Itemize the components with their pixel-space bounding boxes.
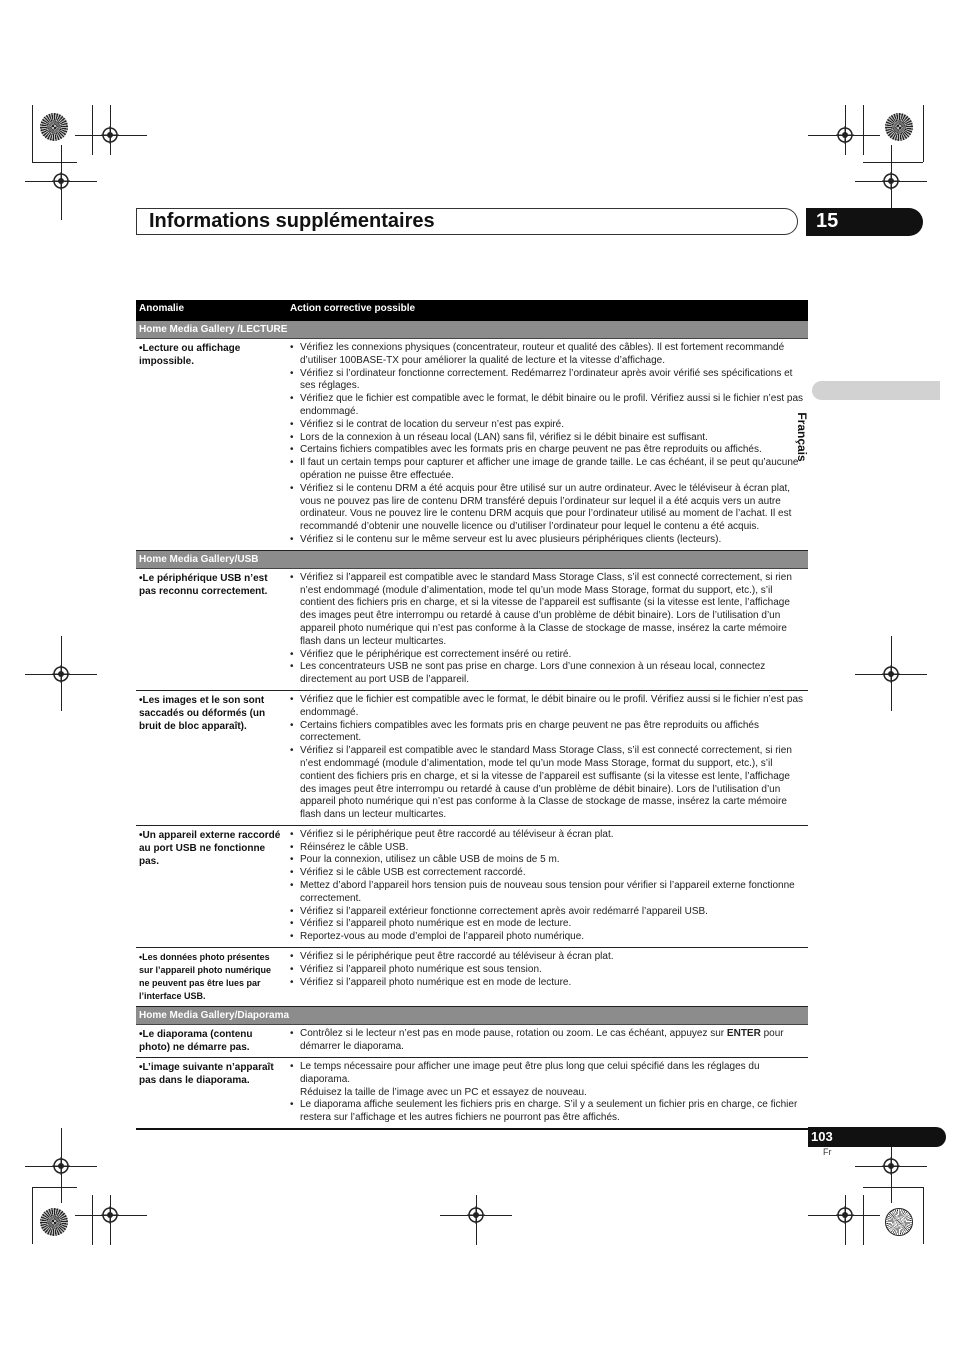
table-header <box>136 300 808 321</box>
column-header-action: Action corrective possible <box>290 303 416 314</box>
registration-target-icon <box>467 1206 485 1224</box>
action-item: • Vérifiez si le contrat de location du serveur n’est pas expiré. <box>284 419 804 432</box>
crop-line <box>32 1187 33 1244</box>
action-item: • Le diaporama affiche seulement les fichiers pris en charge. S’il y a seulement un fichier pris en charge, ce fichier restera sur l’affichage et les autres fichiers ne pourront pas être affichés. <box>284 1099 804 1125</box>
action-item: • Vérifiez si l’appareil est compatible avec le standard Mass Storage Class, s’il est connecté correctement, si rien n’est endommagé (module d’alimentation, mode tel qu’un mode Mass Storage, format du support, etc.), s’il contient des fichiers pris en charge, et si la vitesse de l’appareil est suffisante (si la vitesse est lente, l’affichage des images peut être interrompu ou retardé à cause d’un problème de débit binaire). Lors de l’utilisation d’un appareil photo numérique qui n’est pas conforme à la Classe de stockage de masse, insérez la carte mémoire flash dans un lecteur multicartes. <box>284 745 804 822</box>
action-item: • Les concentrateurs USB ne sont pas prise en charge. Lors d’une connexion à un réseau local, connectez directement au port USB de l’appareil. <box>284 661 804 687</box>
action-text: pour démarrer le diaporama. <box>300 1028 784 1052</box>
table-row <box>136 339 808 551</box>
action-item: • Pour la connexion, utilisez un câble USB de moins de 5 m. <box>284 854 804 867</box>
crop-line <box>863 162 923 163</box>
table-row <box>136 1025 808 1058</box>
action-item: • Vérifiez si l’appareil est compatible avec le standard Mass Storage Class, s’il est connecté correctement, si rien n’est endommagé (module d’alimentation, mode tel qu’un mode Mass Storage, format du support, etc.), s’il contient des fichiers pris en charge, et si la vitesse de l’appareil est suffisante (si la vitesse est lente, l’affichage des images peut être interrompu ou retardé à cause d’un problème de débit binaire). Lors de l’utilisation d’un appareil photo numérique qui n’est pas conforme à la Classe de stockage de masse, insérez la carte mémoire flash dans un lecteur multicartes. <box>284 572 804 649</box>
page-language-code: Fr <box>823 1147 832 1157</box>
action-list <box>284 829 808 944</box>
page-title: Informations supplémentaires <box>149 210 435 232</box>
issue-cell: •L’image suivante n’apparaît pas dans le diaporama. <box>139 1062 274 1087</box>
language-label-text: Français <box>795 412 809 462</box>
crop-line <box>863 1187 923 1188</box>
issue-cell: •Lecture ou affichage impossible. <box>139 343 241 367</box>
action-list <box>284 572 808 687</box>
section-header: Home Media Gallery/Diaporama <box>136 1007 808 1025</box>
crop-line <box>92 105 93 155</box>
table-body <box>136 321 808 1130</box>
action-item: • Lors de la connexion à un réseau local (LAN) sans fil, vérifiez si le débit binaire est suffisant. <box>284 432 804 445</box>
action-list <box>284 1061 808 1125</box>
registration-target-icon <box>882 665 900 683</box>
action-item: • Vérifiez que le fichier est compatible avec le format, le débit binaire ou le profil. Vérifiez aussi si le fichier n’est pas endommagé. <box>284 393 804 419</box>
action-list <box>284 342 808 547</box>
action-item: • Vérifiez que le fichier est compatible avec le format, le débit binaire ou le profil. Vérifiez aussi si le fichier n’est pas endommagé. <box>284 694 804 720</box>
table-row <box>136 1058 808 1130</box>
registration-target-icon <box>52 665 70 683</box>
page-number-badge <box>808 1127 946 1147</box>
action-list <box>284 1028 808 1054</box>
issue-cell: •Les images et le son sont saccadés ou déformés (un bruit de bloc apparaît). <box>139 694 266 732</box>
action-item: • Le temps nécessaire pour afficher une image peut être plus long que celui spécifié dans les réglages du diaporama. <box>284 1061 804 1087</box>
registration-target-icon <box>101 126 119 144</box>
issue-cell: •Le périphérique USB n’est pas reconnu correctement. <box>139 572 268 597</box>
chapter-badge <box>806 208 923 236</box>
action-list <box>284 951 808 1003</box>
registration-target-icon <box>882 1157 900 1175</box>
action-item: • Mettez d’abord l’appareil hors tension puis de nouveau sous tension pour vérifier si l’appareil externe fonctionne correctement. <box>284 880 804 906</box>
action-item: • Certains fichiers compatibles avec les formats pris en charge peuvent ne pas être reproduits ou affichés correctement. <box>284 720 804 746</box>
action-item: • Vérifiez si le contenu sur le même serveur est lu avec plusieurs périphériques clients (lecteurs). <box>284 534 804 547</box>
registration-target-icon <box>101 1206 119 1224</box>
table-row <box>136 826 808 948</box>
crop-line <box>92 1195 93 1245</box>
registration-target-icon <box>836 126 854 144</box>
action-item: • Certains fichiers compatibles avec les formats pris en charge peuvent ne pas être reproduits ou affichés. <box>284 444 804 457</box>
page-number: 103 <box>811 1129 833 1144</box>
action-item: • Vérifiez si l’appareil photo numérique est en mode de lecture. <box>284 977 804 990</box>
action-item: • Vérifiez si le périphérique peut être raccordé au téléviseur à écran plat. <box>284 951 804 964</box>
crop-line <box>863 105 864 155</box>
crop-line <box>923 105 924 162</box>
language-tab <box>812 381 940 400</box>
registration-target-icon <box>52 1157 70 1175</box>
crop-line <box>32 1187 77 1188</box>
action-item: • Vérifiez si le câble USB est correctement raccordé. <box>284 867 804 880</box>
action-item: • Vérifiez que le périphérique est correctement inséré ou retiré. <box>284 649 804 662</box>
registration-target-icon <box>882 172 900 190</box>
key-label: ENTER <box>726 1028 761 1040</box>
registration-target-icon <box>52 172 70 190</box>
registration-star-icon <box>40 1208 68 1236</box>
chapter-number: 15 <box>816 210 839 232</box>
action-item: • Vérifiez si le périphérique peut être raccordé au téléviseur à écran plat. <box>284 829 804 842</box>
action-item: • Réinsérez le câble USB. <box>284 842 804 855</box>
action-item: • Vérifiez si l’appareil photo numérique est en mode de lecture. <box>284 918 804 931</box>
chapter-title-bar <box>136 208 798 235</box>
action-item: • Il faut un certain temps pour capturer et afficher une image de grande taille. Le cas échéant, il se peut qu’aucune opération ne puisse être effectuée. <box>284 457 804 483</box>
action-text: Contrôlez si le lecteur n’est pas en mode pause, rotation ou zoom. Le cas échéant, appuyez sur <box>300 1028 727 1040</box>
troubleshooting-table <box>136 300 808 1130</box>
section-header: Home Media Gallery /LECTURE <box>136 321 808 339</box>
crop-line <box>32 105 33 162</box>
registration-star-icon <box>885 113 913 141</box>
registration-star-icon <box>40 113 68 141</box>
action-item: • Vérifiez les connexions physiques (concentrateur, routeur et qualité des câbles). Il est fortement recommandé d’utiliser 100BASE-TX pour améliorer la qualité de lecture et la vitesse d’affichage. <box>284 342 804 368</box>
registration-target-icon <box>836 1206 854 1224</box>
action-item: • Vérifiez si le contenu DRM a été acquis pour être utilisé sur un autre ordinateur. Avec le téléviseur à écran plat, vous ne pouvez pas lire de contenu DRM transféré depuis l’ordinateur sur lequel il a été acquis vers un autre ordinateur. Vous ne pouvez lire le contenu DRM acquis que pour l’ordinateur utilisé au moment de l’achat. Il est recommandé d’obtenir une nouvelle licence ou d’utiliser l’ordinateur pour lequel le contenu a été acquis. <box>284 483 804 534</box>
action-item: Réduisez la taille de l’image avec un PC et essayez de nouveau. <box>300 1086 587 1098</box>
issue-cell: •Le diaporama (contenu photo) ne démarre pas. <box>139 1029 253 1054</box>
action-item: • Vérifiez si l’ordinateur fonctionne correctement. Redémarrez l’ordinateur après avoir vérifié ses spécifications et ses réglages. <box>284 368 804 394</box>
column-header-issue: Anomalie <box>139 303 185 314</box>
table-row <box>136 691 808 826</box>
registration-star-icon <box>885 1208 913 1236</box>
action-list <box>284 694 808 822</box>
action-item: • Vérifiez si l’appareil extérieur fonctionne correctement après avoir redémarré l’appareil USB. <box>284 906 804 919</box>
crop-line <box>32 162 77 163</box>
issue-cell: •Les données photo présentes sur l’appareil photo numérique ne peuvent pas être lues par l’interface USB. <box>139 952 272 1002</box>
issue-cell: •Un appareil externe raccordé au port USB ne fonctionne pas. <box>139 829 281 867</box>
action-item: • Vérifiez si l’appareil photo numérique est sous tension. <box>284 964 804 977</box>
table-row <box>136 948 808 1007</box>
crop-line <box>923 1187 924 1244</box>
table-row <box>136 569 808 691</box>
section-header: Home Media Gallery/USB <box>136 551 808 569</box>
crop-line <box>863 1195 864 1245</box>
action-item: • Reportez-vous au mode d’emploi de l’appareil photo numérique. <box>284 931 804 944</box>
action-item <box>284 1028 804 1054</box>
